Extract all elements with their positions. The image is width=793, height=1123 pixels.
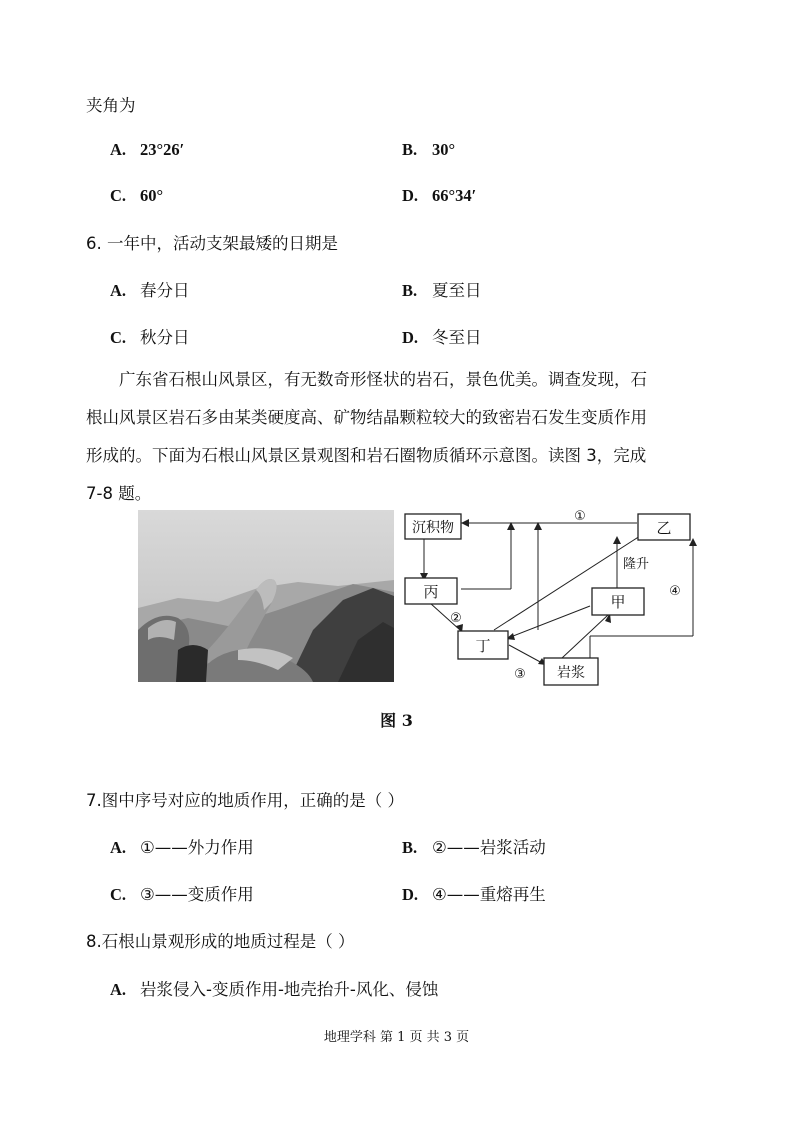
q6-option-d bbox=[402, 326, 482, 350]
option-value: ④——重熔再生 bbox=[432, 885, 546, 904]
passage-line: 7-8 题。 bbox=[86, 484, 152, 503]
q5-option-d bbox=[402, 184, 476, 208]
q8-option-a bbox=[110, 978, 438, 1002]
passage-line: 广东省石根山风景区，有无数奇形怪状的岩石，景色优美。调查发现，石 bbox=[119, 370, 647, 389]
arrowhead bbox=[613, 536, 621, 544]
uplift-label: 隆升 bbox=[622, 557, 650, 572]
landscape-photo-graphic bbox=[138, 510, 394, 682]
process-4-label: ④ bbox=[669, 584, 681, 599]
process-1-label: ① bbox=[574, 509, 586, 524]
q6-option-a bbox=[110, 279, 190, 303]
q7-option-a bbox=[110, 836, 254, 860]
sediment-label: 沉积物 bbox=[412, 520, 454, 536]
rock-cycle-graphic bbox=[400, 502, 700, 698]
option-value: ③——变质作用 bbox=[140, 885, 254, 904]
q5-option-a bbox=[110, 138, 184, 162]
option-key: D. bbox=[402, 328, 419, 347]
jia-label: 甲 bbox=[610, 593, 626, 611]
page-footer: 地理学科 第 1 页 共 3 页 bbox=[323, 1030, 470, 1045]
q7-option-d bbox=[402, 883, 546, 907]
option-value: ②——岩浆活动 bbox=[432, 838, 546, 857]
yi-label: 乙 bbox=[656, 519, 672, 537]
bing-label: 丙 bbox=[423, 583, 439, 601]
q7-option-b bbox=[402, 836, 546, 860]
option-key: B. bbox=[402, 140, 418, 159]
option-value: 夏至日 bbox=[432, 281, 482, 300]
option-key: C. bbox=[110, 186, 127, 205]
option-value: 春分日 bbox=[140, 281, 190, 300]
q5-option-b bbox=[402, 138, 455, 162]
figure-caption: 图 3 bbox=[380, 711, 413, 730]
option-key: B. bbox=[402, 838, 418, 857]
landscape-photo bbox=[138, 510, 394, 682]
q7-option-c bbox=[110, 883, 254, 907]
passage-line: 根山风景区岩石多由某类硬度高、矿物结晶颗粒较大的致密岩石发生变质作用 bbox=[86, 408, 647, 427]
option-key: D. bbox=[402, 186, 419, 205]
option-value: 60° bbox=[140, 186, 164, 205]
option-value: 23°26′ bbox=[140, 140, 185, 159]
option-key: A. bbox=[110, 140, 127, 159]
option-value: 岩浆侵入-变质作用-地壳抬升-风化、侵蚀 bbox=[140, 980, 439, 999]
option-value: 30° bbox=[432, 140, 456, 159]
q5-stem-tail: 夹角为 bbox=[86, 96, 136, 115]
option-value: 秋分日 bbox=[140, 328, 190, 347]
process-2-label: ② bbox=[450, 611, 462, 626]
q6-stem: 6. 一年中，活动支架最矮的日期是 bbox=[86, 234, 338, 253]
q7-stem: 7.图中序号对应的地质作用，正确的是（ ） bbox=[86, 791, 404, 810]
rock-cycle-diagram bbox=[400, 502, 700, 698]
option-key: C. bbox=[110, 328, 127, 347]
passage-line: 形成的。下面为石根山风景区景观图和岩石圈物质循环示意图。读图 3，完成 bbox=[86, 446, 647, 465]
option-key: B. bbox=[402, 281, 418, 300]
ding-label: 丁 bbox=[475, 637, 491, 655]
q5-option-c bbox=[110, 184, 163, 208]
option-key: A. bbox=[110, 980, 127, 999]
magma-label: 岩浆 bbox=[557, 665, 585, 681]
option-value: 冬至日 bbox=[432, 328, 482, 347]
option-value: 66°34′ bbox=[432, 186, 477, 205]
q6-option-c bbox=[110, 326, 190, 350]
option-key: A. bbox=[110, 281, 127, 300]
option-value: ①——外力作用 bbox=[140, 838, 254, 857]
process-3-label: ③ bbox=[514, 667, 526, 682]
reading-passage bbox=[86, 361, 706, 513]
option-key: D. bbox=[402, 885, 419, 904]
option-key: C. bbox=[110, 885, 127, 904]
option-key: A. bbox=[110, 838, 127, 857]
arrowhead bbox=[461, 519, 469, 527]
q6-option-b bbox=[402, 279, 482, 303]
q8-stem: 8.石根山景观形成的地质过程是（ ） bbox=[86, 932, 355, 951]
